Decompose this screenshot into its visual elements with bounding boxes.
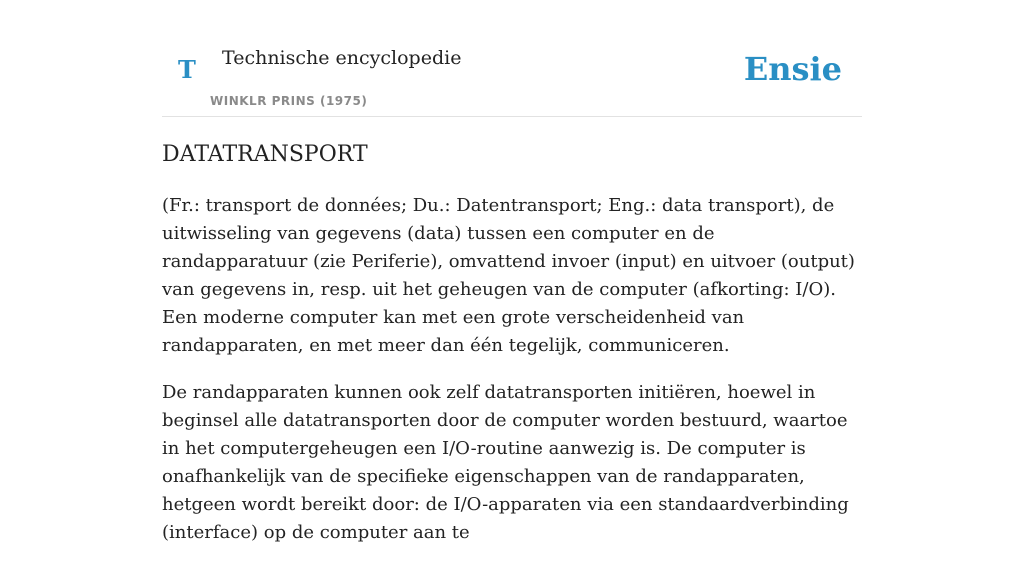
article-paragraph: (Fr.: transport de données; Du.: Datentransport; Eng.: data transport), de uitwisseling van gegevens (data) tussen een computer en de randapparatuur (zie Periferie), omvattend invoer (input) en uitvoer (output) van gegevens in, resp. uit het geheugen van de computer (afkorting: I/O). Een moderne computer kan met een grote verscheidenheid van randapparaten, en met meer dan één tegelijk, communiceren. xyxy=(162,195,855,356)
article-title: DATATRANSPORT xyxy=(162,142,368,167)
brand-logo[interactable]: Ensie xyxy=(743,50,842,88)
source-header xyxy=(162,0,862,117)
article-paragraph: De randapparaten kunnen ook zelf datatransporten initiëren, hoewel in beginsel alle datatransporten door de computer worden bestuurd, waartoe in het computergeheugen een I/O-routine aanwezig is. De computer is onafhankelijk van de specifieke eigenschappen van de randapparaten, hetgeen wordt bereikt door: de I/O-apparaten via een standaardverbinding (interface) op de computer aan te xyxy=(162,382,849,543)
article-body xyxy=(162,192,862,566)
source-title[interactable]: Technische encyclopedie xyxy=(222,47,462,69)
source-subtitle: WINKLR PRINS (1975) xyxy=(210,94,368,108)
source-logo[interactable]: T xyxy=(178,55,196,84)
